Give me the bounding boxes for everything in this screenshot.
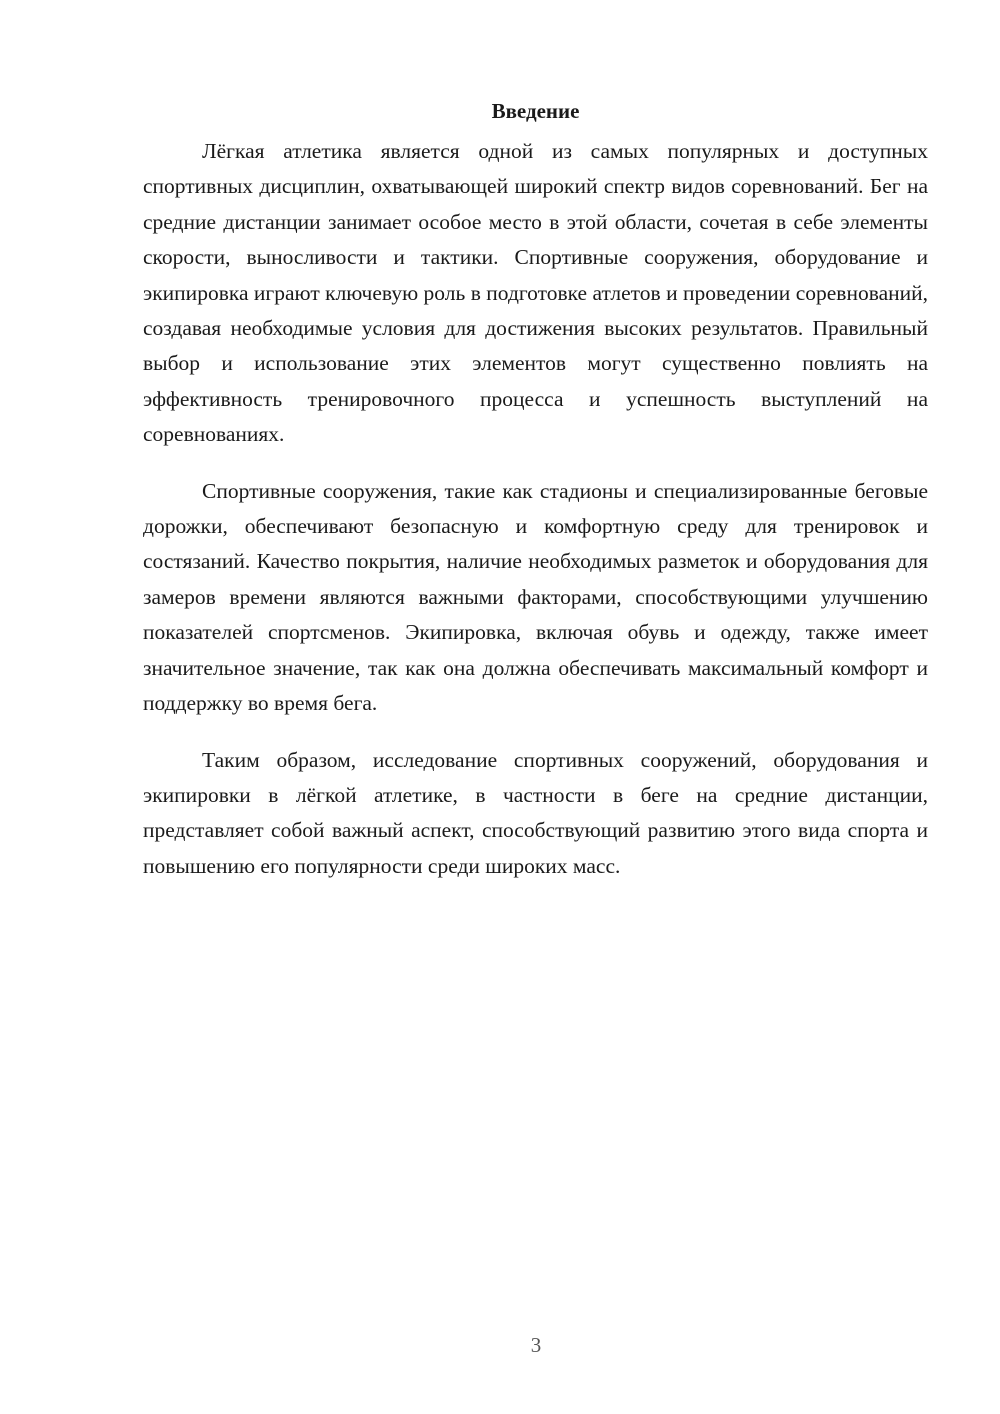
page-content [143,92,928,905]
paragraph-2: Спортивные сооружения, такие как стадионы и специализированные беговые дорожки, обеспечивают безопасную и комфортную среду для тренировок и состязаний. Качество покрытия, наличие необходимых разметок и оборудования для замеров времени являются важными факторами, способствующими улучшению показателей спортсменов. Экипировка, включая обувь и одежду, также имеет значительное значение, так как она должна обеспечивать максимальный комфорт и поддержку во время бега. [143,478,928,716]
paragraph-1: Лёгкая атлетика является одной из самых популярных и доступных спортивных дисциплин, охватывающей широкий спектр видов соревнований. Бег на средние дистанции занимает особое место в этой области, сочетая в себе элементы скорости, выносливости и тактики. Спортивные сооружения, оборудование и экипировка играют ключевую роль в подготовке атлетов и проведении соревнований, создавая необходимые условия для достижения высоких результатов. Правильный выбор и использование этих элементов могут существенно повлиять на эффективность тренировочного процесса и успешность выступлений на соревнованиях. [143,139,928,447]
section-title: Введение [491,99,580,123]
page-number: 3 [530,1333,542,1357]
paragraph-3: Таким образом, исследование спортивных сооружений, оборудования и экипировки в лёгкой атлетике, в частности в беге на средние дистанции, представляет собой важный аспект, способствующий развитию этого вида спорта и повышению его популярности среди широких масс. [143,747,928,878]
